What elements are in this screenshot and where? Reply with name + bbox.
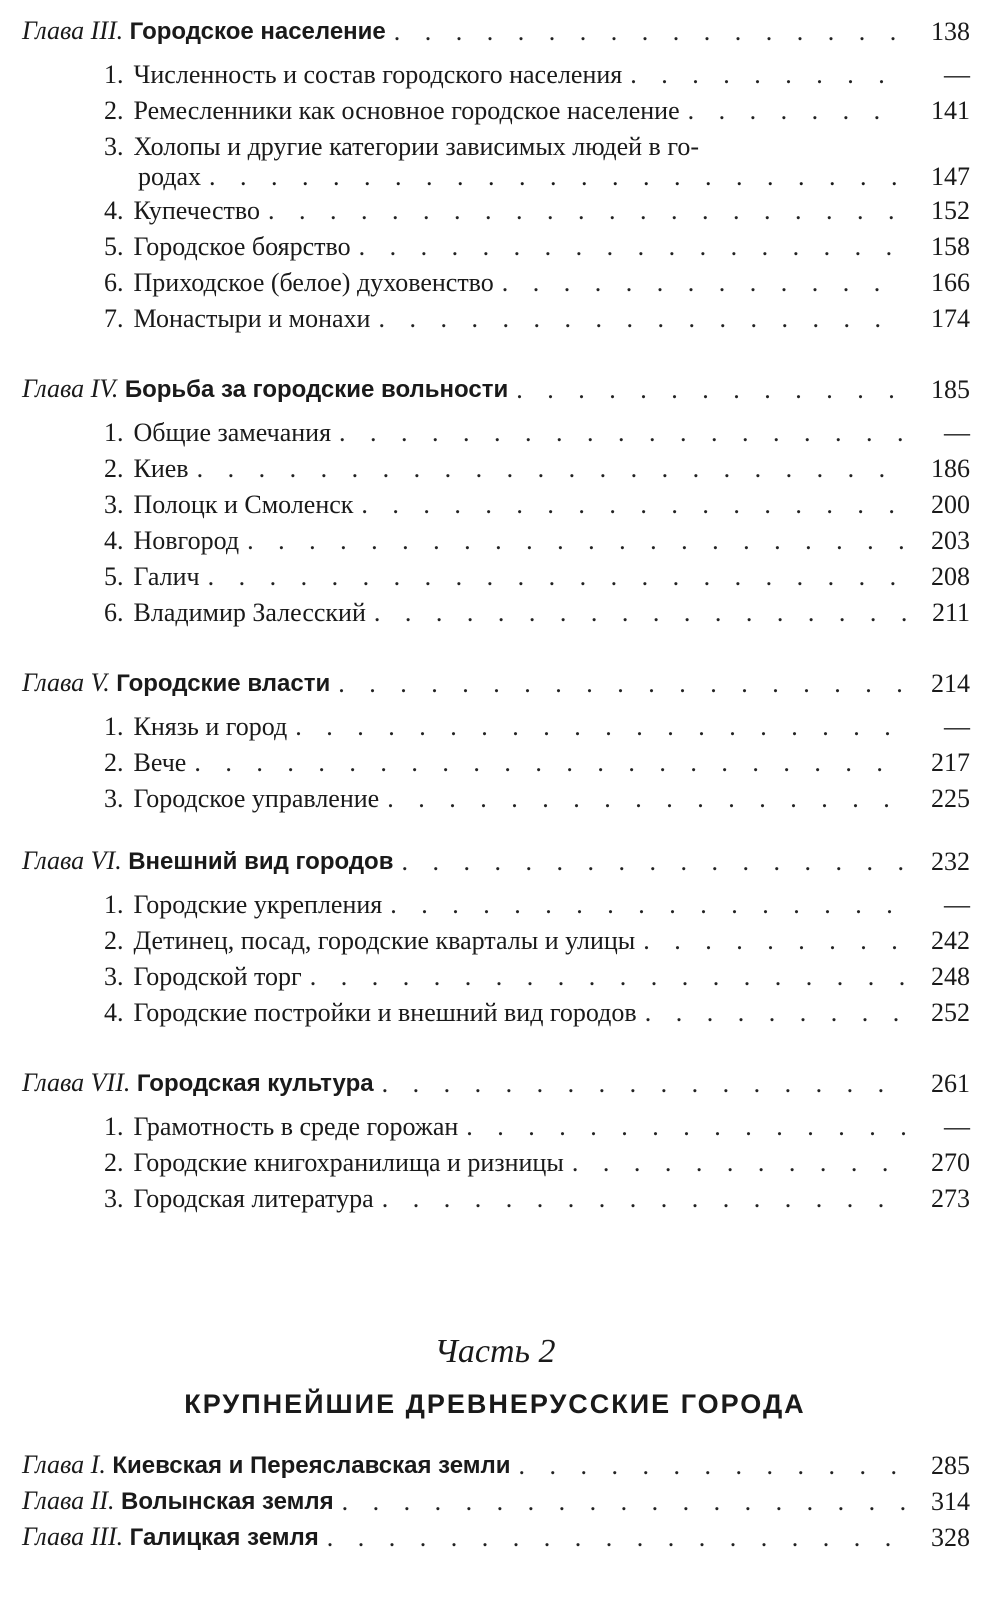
section-number: 3. [104, 962, 124, 991]
section-number: 1. [104, 712, 124, 741]
chapter-title: Внешний вид городов [128, 848, 394, 875]
section-entry [104, 1112, 970, 1142]
dot-leader [394, 17, 906, 47]
dot-leader [359, 232, 906, 262]
section-number: 2. [104, 748, 124, 777]
section-entry [104, 784, 970, 814]
section-entry [104, 454, 970, 484]
page-number: 208 [931, 562, 970, 591]
section-entry [104, 926, 970, 956]
page-number: 328 [931, 1523, 970, 1552]
page-number: 158 [931, 232, 970, 261]
page-number: — [944, 712, 970, 741]
section-entry [104, 96, 970, 126]
section-title: Полоцк и Смоленск [133, 490, 354, 519]
section-title: Городские книгохранилища и ризницы [133, 1148, 564, 1177]
section-number: 2. [104, 454, 124, 483]
section-number: 1. [104, 890, 124, 919]
chapter-entry [22, 1450, 970, 1481]
page-number: 141 [931, 96, 970, 125]
section-entry [104, 304, 970, 334]
dot-leader [516, 375, 906, 405]
dot-leader [688, 96, 906, 126]
dot-leader [378, 304, 906, 334]
page-number: 270 [931, 1148, 970, 1177]
dot-leader [197, 454, 906, 484]
chapter-label: Глава III. [22, 1522, 124, 1551]
section-title: Городская литература [133, 1184, 374, 1213]
dot-leader [310, 962, 906, 992]
chapter-entry [22, 1068, 970, 1099]
section-entry [104, 962, 970, 992]
section-title: Детинец, посад, городские кварталы и улицы [133, 926, 636, 955]
section-title: Городское боярство [133, 232, 351, 261]
section-number: 4. [104, 998, 124, 1027]
dot-leader [295, 712, 906, 742]
page-number: 203 [931, 526, 970, 555]
page-number: 214 [931, 669, 970, 698]
section-number: 1. [104, 60, 124, 89]
chapter-label: Глава IV. [22, 374, 119, 403]
chapter-title: Городская культура [136, 1070, 374, 1097]
section-entry [104, 132, 970, 192]
section-entry [104, 890, 970, 920]
section-number: 4. [104, 526, 124, 555]
section-title: Владимир Залесский [133, 598, 366, 627]
section-number: 1. [104, 1112, 124, 1141]
chapter-entry [22, 1522, 970, 1553]
chapter-label: Глава II. [22, 1486, 115, 1515]
section-number: 3. [104, 490, 124, 519]
dot-leader [630, 60, 906, 90]
section-entry [104, 998, 970, 1028]
chapter-entry [22, 16, 970, 47]
section-title: Городское управление [133, 784, 380, 813]
dot-leader [519, 1451, 906, 1481]
section-entry [104, 1184, 970, 1214]
section-number: 7. [104, 304, 124, 333]
section-title: Купечество [133, 196, 260, 225]
section-title: Новгород [133, 526, 240, 555]
page-number: — [944, 890, 970, 919]
dot-leader [374, 598, 906, 628]
page-number: 225 [931, 784, 970, 813]
page-number: 211 [931, 598, 970, 627]
section-title: Ремесленники как основное городское население [133, 96, 680, 125]
chapter-label: Глава V. [22, 668, 110, 697]
section-number: 5. [104, 232, 124, 261]
page-number: 252 [931, 998, 970, 1027]
dot-leader [339, 418, 906, 448]
dot-leader [247, 526, 906, 556]
section-entry [104, 1148, 970, 1178]
chapter-label: Глава VI. [22, 846, 122, 875]
dot-leader [466, 1112, 906, 1142]
section-title: Холопы и другие категории зависимых людей в го- [133, 132, 700, 161]
section-entry [104, 562, 970, 592]
dot-leader [502, 268, 906, 298]
chapter-label: Глава III. [22, 16, 124, 45]
page-number: 248 [931, 962, 970, 991]
dot-leader [645, 998, 906, 1028]
section-entry [104, 60, 970, 90]
section-entry [104, 526, 970, 556]
dot-leader [387, 784, 906, 814]
page-number: 174 [931, 304, 970, 333]
page-number: 285 [931, 1451, 970, 1480]
dot-leader [268, 196, 906, 226]
section-title: Численность и состав городского населения [133, 60, 623, 89]
dot-leader [209, 162, 906, 192]
section-entry [104, 418, 970, 448]
dot-leader [361, 490, 906, 520]
dot-leader [338, 669, 906, 699]
section-title: Вече [133, 748, 187, 777]
section-number: 2. [104, 96, 124, 125]
section-number: 2. [104, 1148, 124, 1177]
section-title: Киев [133, 454, 189, 483]
dot-leader [208, 562, 906, 592]
dot-leader [390, 890, 906, 920]
section-title: Монастыри и монахи [133, 304, 371, 333]
page-number: 261 [931, 1069, 970, 1098]
section-number: 6. [104, 598, 124, 627]
chapter-label: Глава I. [22, 1450, 106, 1479]
page-number: — [944, 418, 970, 447]
chapter-title: Киевская и Переяславская земли [112, 1452, 511, 1479]
chapter-entry [22, 668, 970, 699]
part-label: Часть 2 [434, 1333, 556, 1370]
section-number: 5. [104, 562, 124, 591]
chapter-entry [22, 374, 970, 405]
page-number: 242 [931, 926, 970, 955]
section-entry [104, 268, 970, 298]
page-number: — [944, 60, 970, 89]
chapter-entry [22, 1486, 970, 1517]
dot-leader [327, 1523, 906, 1553]
section-number: 2. [104, 926, 124, 955]
page-number: 314 [931, 1487, 970, 1516]
section-title: Князь и город [133, 712, 288, 741]
section-title: Приходское (белое) духовенство [133, 268, 494, 297]
chapter-entry [22, 846, 970, 877]
section-entry [104, 712, 970, 742]
section-entry [104, 196, 970, 226]
dot-leader [342, 1487, 906, 1517]
section-number: 4. [104, 196, 124, 225]
page-number: 147 [931, 162, 970, 191]
page-number: 232 [931, 847, 970, 876]
page-number: 186 [931, 454, 970, 483]
dot-leader [194, 748, 906, 778]
part-title: КРУПНЕЙШИЕ ДРЕВНЕРУССКИЕ ГОРОДА [184, 1389, 806, 1419]
section-entry [104, 232, 970, 262]
section-entry [104, 598, 970, 628]
section-title: Галич [133, 562, 200, 591]
page-number: 152 [931, 196, 970, 225]
section-entry [104, 490, 970, 520]
section-title-continued: родах [138, 162, 202, 191]
page-number: — [944, 1112, 970, 1141]
section-number: 3. [104, 1184, 124, 1213]
section-number: 3. [104, 132, 124, 161]
section-title: Городской торг [133, 962, 302, 991]
page-number: 273 [931, 1184, 970, 1213]
chapter-title: Борьба за городские вольности [124, 376, 509, 403]
section-title: Грамотность в среде горожан [133, 1112, 459, 1141]
page-number: 138 [931, 17, 970, 46]
page-number: 166 [931, 268, 970, 297]
section-number: 6. [104, 268, 124, 297]
chapter-title: Городское население [129, 18, 386, 45]
section-entry [104, 748, 970, 778]
section-title: Городские укрепления [133, 890, 383, 919]
dot-leader [382, 1184, 906, 1214]
dot-leader [643, 926, 906, 956]
chapter-label: Глава VII. [22, 1068, 131, 1097]
page-number: 200 [931, 490, 970, 519]
page-number: 185 [931, 375, 970, 404]
chapter-title: Волынская земля [121, 1488, 334, 1515]
section-number: 3. [104, 784, 124, 813]
dot-leader [382, 1069, 906, 1099]
section-title: Городские постройки и внешний вид городов [133, 998, 637, 1027]
page-number: 217 [931, 748, 970, 777]
section-title: Общие замечания [133, 418, 332, 447]
section-number: 1. [104, 418, 124, 447]
chapter-title: Городские власти [116, 670, 331, 697]
dot-leader [572, 1148, 906, 1178]
chapter-title: Галицкая земля [129, 1524, 319, 1551]
dot-leader [401, 847, 906, 877]
